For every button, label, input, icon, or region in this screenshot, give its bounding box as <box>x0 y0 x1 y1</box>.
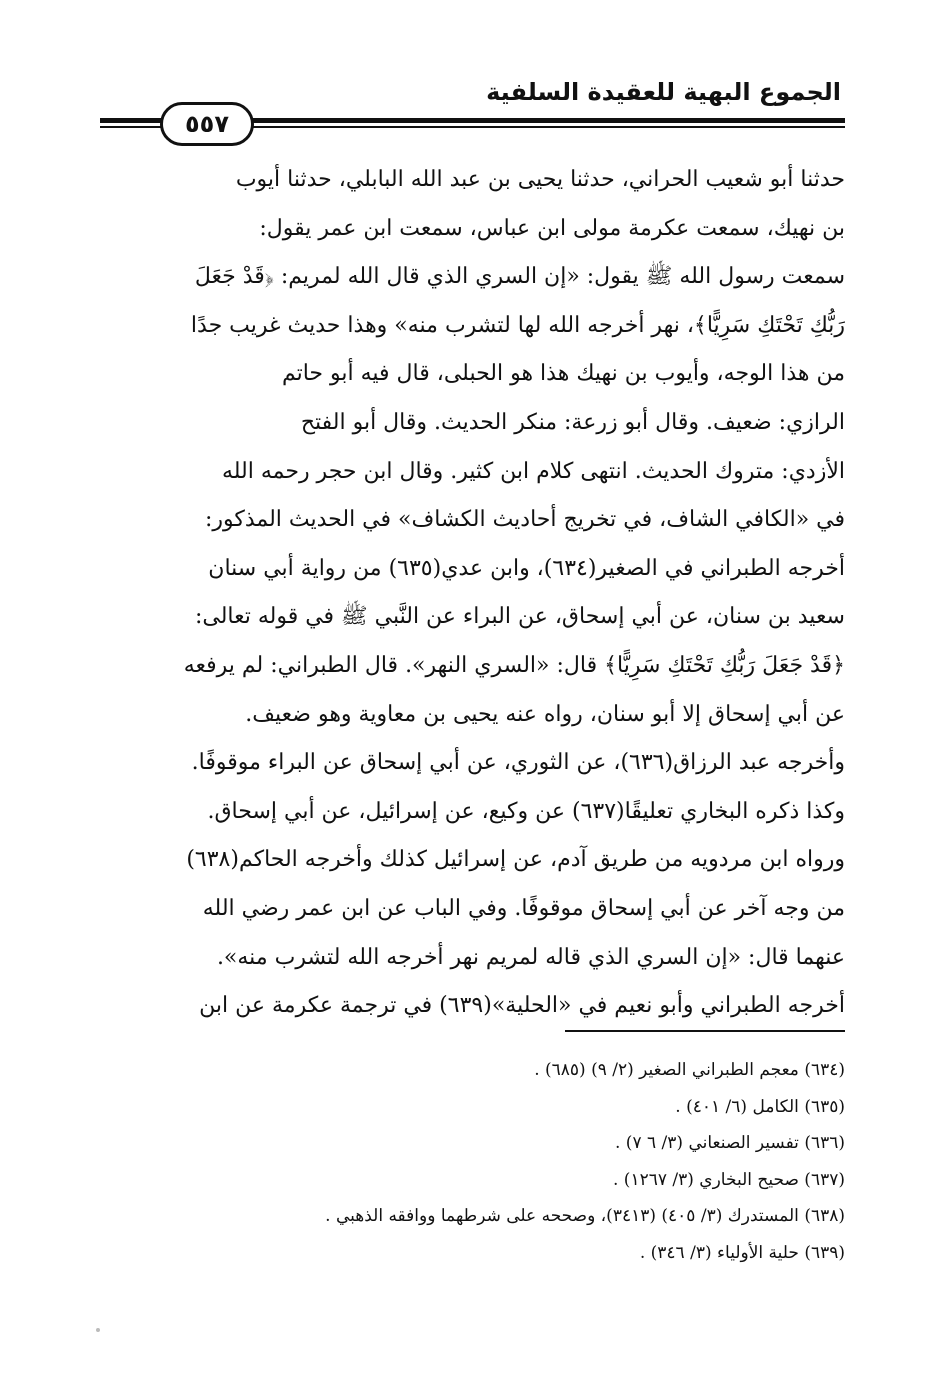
text-line: الرازي: ضعيف. وقال أبو زرعة: منكر الحديث. وقال أبو الفتح <box>300 409 845 435</box>
running-header-title: الجموع البهية للعقيدة السلفية <box>486 78 841 106</box>
text-line: من هذا الوجه، وأيوب بن نهيك هذا هو الحبلى، قال فيه أبو حاتم <box>281 361 845 387</box>
footnotes-block <box>100 1052 845 1271</box>
text-line: الأزدي: متروك الحديث. انتهى كلام ابن كثير. وقال ابن حجر رحمه الله <box>221 458 845 484</box>
footnote: (٦٣٨) المستدرك (٣/ ٤٠٥) (٣٤١٣)، وصححه على شرطهما ووافقه الذهبي . <box>325 1206 845 1226</box>
scan-speck <box>96 1328 100 1332</box>
text-line: من وجه آخر عن أبي إسحاق موقوفًا. وفي الباب عن ابن عمر رضي الله <box>202 895 845 921</box>
text-line: وكذا ذكره البخاري تعليقًا(٦٣٧) عن وكيع، عن إسرائيل، عن أبي إسحاق. <box>207 798 845 824</box>
text-line: رَبُّكِ تَحْتَكِ سَرِيًّا﴾، نهر أخرجه الله لها لتشرب منه» وهذا حديث غريب جدًا <box>190 312 845 338</box>
text-line: سمعت رسول الله ﷺ يقول: «إن السري الذي قال الله لمريم: ﴿قَدْ جَعَلَ <box>194 264 845 290</box>
text-line: أخرجه الطبراني وأبو نعيم في «الحلية»(٦٣٩) في ترجمة عكرمة عن ابن <box>199 993 845 1019</box>
page-number-badge: ٥٥٧ <box>160 102 254 146</box>
main-text-block <box>100 156 845 1031</box>
text-line: وأخرجه عبد الرزاق(٦٣٦)، عن الثوري، عن أبي إسحاق عن البراء موقوفًا. <box>191 750 845 776</box>
footnote-separator <box>565 1030 845 1032</box>
footnote: (٦٣٤) معجم الطبراني الصغير (٢/ ٩) (٦٨٥) . <box>534 1060 845 1080</box>
footnote: (٦٣٦) تفسير الصنعاني (٣/ ٦ ٧) . <box>614 1133 845 1153</box>
text-line: عن أبي إسحاق إلا أبو سنان، رواه عنه يحيى بن معاوية وهو ضعيف. <box>245 701 845 727</box>
text-line: بن نهيك، سمعت عكرمة مولى ابن عباس، سمعت ابن عمر يقول: <box>259 215 845 241</box>
text-line: سعيد بن سنان، عن أبي إسحاق، عن البراء عن النَّبي ﷺ في قوله تعالى: <box>194 604 845 630</box>
footnote: (٦٣٧) صحيح البخاري (٣/ ١٢٦٧) . <box>612 1169 845 1190</box>
text-line: أخرجه الطبراني في الصغير(٦٣٤)، وابن عدي(٦٣٥) من رواية أبي سنان <box>208 555 845 581</box>
footnote: (٦٣٥) الكامل (٦/ ٤٠١) . <box>675 1096 845 1117</box>
text-line: ﴿قَدْ جَعَلَ رَبُّكِ تَحْتَكِ سَرِيًّا﴾ قال: «السري النهر». قال الطبراني: لم يرفعه <box>183 652 845 678</box>
footnote: (٦٣٩) حلية الأولياء (٣/ ٣٤٦) . <box>639 1242 845 1263</box>
text-line: عنهما قال: «إن السري الذي قاله لمريم نهر أخرجه الله لتشرب منه». <box>216 944 845 970</box>
text-line: ورواه ابن مردويه من طريق آدم، عن إسرائيل كذلك وأخرجه الحاكم(٦٣٨) <box>186 847 845 873</box>
text-line: حدثنا أبو شعيب الحراني، حدثنا يحيى بن عبد الله البابلي، حدثنا أيوب <box>235 167 845 192</box>
text-line: في «الكافي الشاف، في تخريج أحاديث الكشاف» في الحديث المذكور: <box>204 507 845 533</box>
